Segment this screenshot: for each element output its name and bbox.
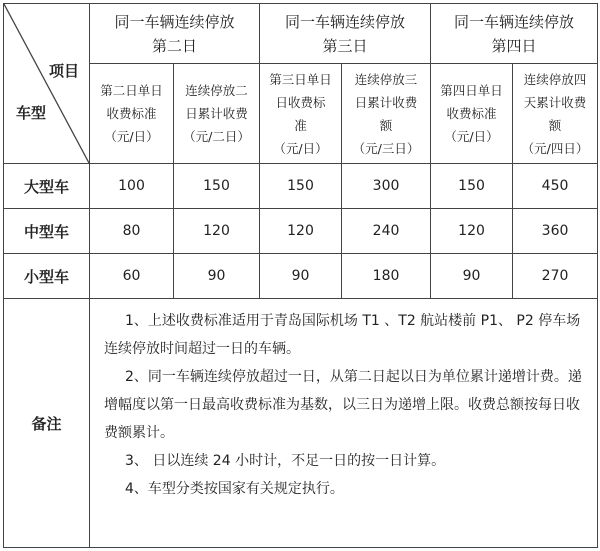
table-cell: 120 [174, 209, 260, 254]
table-cell: 90 [431, 254, 513, 299]
col-day2-single-text: 第二日单日 收费标准 （元/日） [100, 83, 163, 144]
table-cell: 270 [513, 254, 598, 299]
note-item: 2、同一车辆连续停放超过一日，从第二日起以日为单位累计递增计费。递增幅度以第一日最高收费标准为基数，以三日为递增上限。收费总额按每日收费额累计。 [104, 369, 582, 441]
table-cell: 120 [431, 209, 513, 254]
note-item: 3、 日以连续 24 小时计，不足一日的按一日计算。 [125, 453, 446, 469]
notes-row [4, 299, 598, 548]
group-header-day3 [260, 4, 431, 64]
table-cell: 300 [342, 164, 431, 209]
col-day3-cumulative-text: 连续停放三 日累计收费 额 （元/三日） [352, 71, 420, 156]
col-day4-single-text: 第四日单日 收费标准 （元/日） [440, 83, 503, 144]
table-cell: 90 [260, 254, 342, 299]
table-cell: 360 [513, 209, 598, 254]
table-cell: 90 [174, 254, 260, 299]
col-header-day2-cumulative [174, 64, 260, 164]
group-day3-text: 同一车辆连续停放 第三日 [285, 12, 406, 55]
row-label-small: 小型车 [4, 254, 90, 299]
table-cell: 180 [342, 254, 431, 299]
corner-vehicle-type-label: 车型 [16, 104, 47, 122]
table-row [4, 209, 598, 254]
table-cell: 150 [431, 164, 513, 209]
note-item: 4、车型分类按国家有关规定执行。 [125, 481, 344, 497]
table-cell: 100 [90, 164, 174, 209]
corner-diagonal-line [4, 4, 89, 163]
col-header-day3-cumulative [342, 64, 431, 164]
parking-fee-table [3, 3, 598, 548]
table-cell: 120 [260, 209, 342, 254]
col-day3-single-text: 第三日单日 日收费标 准 （元/日） [269, 71, 332, 156]
table-cell: 80 [90, 209, 174, 254]
col-header-day4-single [431, 64, 513, 164]
row-label-medium: 中型车 [4, 209, 90, 254]
col-header-day2-single [90, 64, 174, 164]
col-day4-cumulative-text: 连续停放四 天累计收费 额 （元/四日） [521, 71, 589, 156]
notes-label: 备注 [4, 299, 90, 548]
table-row [4, 254, 598, 299]
table-cell: 150 [260, 164, 342, 209]
group-day2-text: 同一车辆连续停放 第二日 [114, 12, 235, 55]
table-cell: 450 [513, 164, 598, 209]
table-row [4, 164, 598, 209]
row-label-large: 大型车 [4, 164, 90, 209]
group-header-day2 [90, 4, 260, 64]
group-header-day4 [431, 4, 598, 64]
col-header-day3-single [260, 64, 342, 164]
notes-content [90, 299, 598, 548]
table-cell: 150 [174, 164, 260, 209]
header-corner-cell [4, 4, 90, 164]
col-day2-cumulative-text: 连续停放二 日累计收费 （元/二日） [183, 83, 250, 144]
note-item: 1、上述收费标准适用于青岛国际机场 T1 、T2 航站楼前 P1、 P2 停车场连续停放时间超过一日的车辆。 [104, 313, 581, 357]
group-day4-text: 同一车辆连续停放 第四日 [454, 12, 575, 55]
col-header-day4-cumulative [513, 64, 598, 164]
table-cell: 240 [342, 209, 431, 254]
table-cell: 60 [90, 254, 174, 299]
corner-item-label: 项目 [48, 62, 79, 80]
